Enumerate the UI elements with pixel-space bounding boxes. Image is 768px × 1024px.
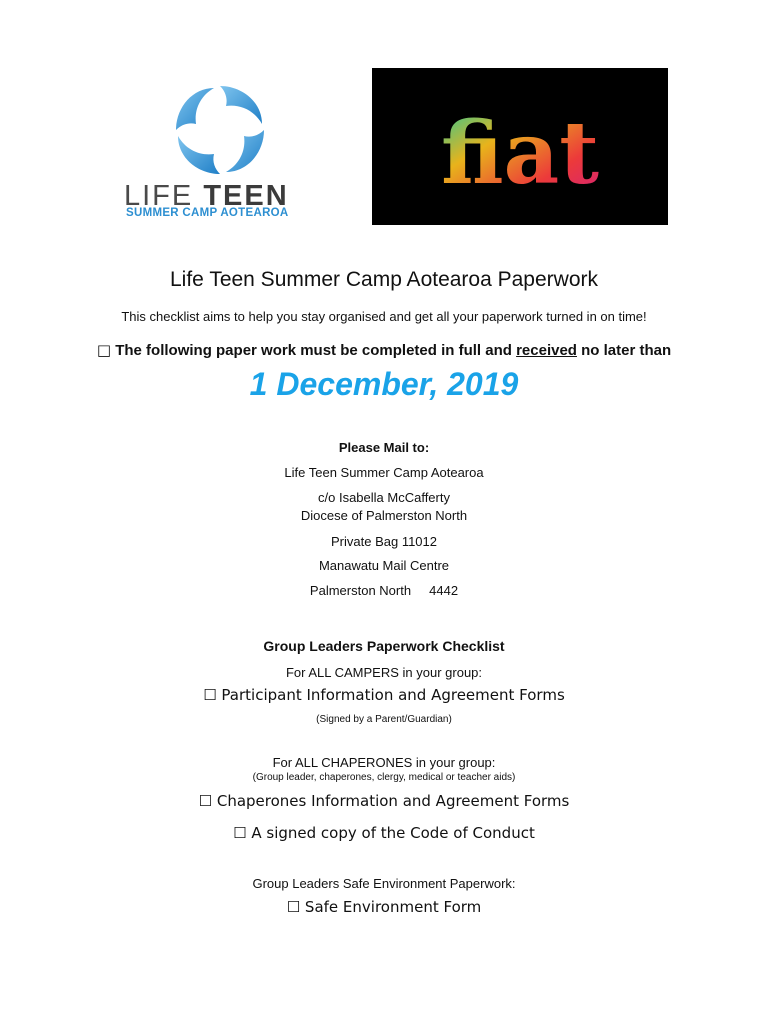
mail-line-3: Diocese of Palmerston North xyxy=(300,508,468,523)
mail-line-2: c/o Isabella McCafferty xyxy=(318,490,450,505)
chaperones-note: (Group leader, chaperones, clergy, medical or teacher aids) xyxy=(252,772,516,783)
fiat-logo xyxy=(372,68,668,225)
deadline-statement xyxy=(0,341,768,359)
deadline-received: received xyxy=(516,342,577,359)
life-teen-subtitle: SUMMER CAMP AOTEAROA xyxy=(126,207,289,219)
deadline-suffix: no later than xyxy=(581,342,672,359)
fiat-wordmark: fiat xyxy=(441,103,599,204)
safe-environment-item[interactable]: ☐ Safe Environment Form xyxy=(286,898,482,916)
fiat-gradient-art xyxy=(372,68,668,225)
checklist-heading: Group Leaders Paperwork Checklist xyxy=(263,638,505,654)
participant-forms-item[interactable]: ☐ Participant Information and Agreement Forms xyxy=(203,686,565,704)
life-teen-wordmark: LIFE TEEN xyxy=(124,180,289,212)
chaperones-label: For ALL CHAPERONES in your group: xyxy=(272,755,496,770)
page-title: Life Teen Summer Camp Aotearoa Paperwork xyxy=(170,268,598,291)
campers-label: For ALL CAMPERS in your group: xyxy=(285,665,483,680)
deadline-checkbox[interactable]: □ xyxy=(96,341,112,359)
mail-line-4: Private Bag 11012 xyxy=(331,534,437,549)
deadline-date: 1 December, 2019 xyxy=(249,366,519,402)
safe-env-label: Group Leaders Safe Environment Paperwork: xyxy=(252,876,516,891)
participant-note: (Signed by a Parent/Guardian) xyxy=(316,714,452,725)
intro-text: This checklist aims to help you stay organised and get all your paperwork turned in on time! xyxy=(121,309,647,324)
mail-line-6: Palmerston North 4442 xyxy=(309,583,459,598)
chaperones-forms-item[interactable]: ☐ Chaperones Information and Agreement Forms xyxy=(198,792,570,810)
life-teen-logo xyxy=(120,80,320,230)
code-of-conduct-item[interactable]: ☐ A signed copy of the Code of Conduct xyxy=(233,824,535,842)
mail-line-5: Manawatu Mail Centre xyxy=(318,558,450,573)
mail-line-1: Life Teen Summer Camp Aotearoa xyxy=(284,465,484,480)
mail-heading: Please Mail to: xyxy=(338,440,430,455)
deadline-prefix: The following paper work must be completed in full and xyxy=(115,342,512,359)
life-teen-swirl-icon xyxy=(170,80,270,180)
